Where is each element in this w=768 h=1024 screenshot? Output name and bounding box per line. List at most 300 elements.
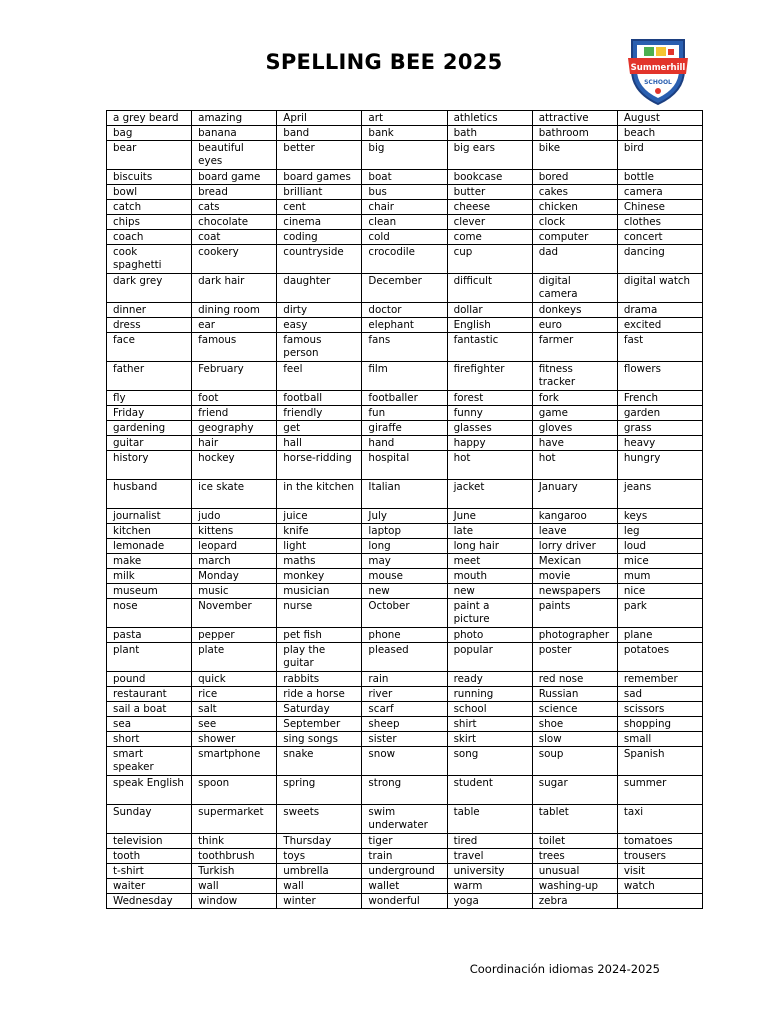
- word-cell: play the guitar: [277, 643, 362, 672]
- word-cell: a grey beard: [107, 111, 192, 126]
- word-cell: have: [532, 436, 617, 451]
- word-cell: come: [447, 230, 532, 245]
- table-row: [107, 554, 703, 569]
- word-cell: euro: [532, 318, 617, 333]
- word-cell: face: [107, 333, 192, 362]
- word-cell: cookery: [192, 245, 277, 274]
- word-cell: plane: [617, 628, 702, 643]
- word-cell: tomatoes: [617, 834, 702, 849]
- word-cell: toothbrush: [192, 849, 277, 864]
- word-cell: April: [277, 111, 362, 126]
- word-cell: musician: [277, 584, 362, 599]
- word-cell: cold: [362, 230, 447, 245]
- word-cell: excited: [617, 318, 702, 333]
- word-cell: paints: [532, 599, 617, 628]
- table-row: [107, 539, 703, 554]
- word-cell: hand: [362, 436, 447, 451]
- word-cell: music: [192, 584, 277, 599]
- word-cell: camera: [617, 185, 702, 200]
- word-cell: long: [362, 539, 447, 554]
- word-cell: doctor: [362, 303, 447, 318]
- word-cell: train: [362, 849, 447, 864]
- word-cell: skirt: [447, 732, 532, 747]
- word-cell: shoe: [532, 717, 617, 732]
- word-cell: toilet: [532, 834, 617, 849]
- word-cell: cook spaghetti: [107, 245, 192, 274]
- word-cell: think: [192, 834, 277, 849]
- table-row: [107, 702, 703, 717]
- word-cell: red nose: [532, 672, 617, 687]
- word-cell: mouse: [362, 569, 447, 584]
- word-cell: march: [192, 554, 277, 569]
- word-cell: wallet: [362, 879, 447, 894]
- word-cell: pleased: [362, 643, 447, 672]
- word-cell: speak English: [107, 776, 192, 805]
- word-cell: dancing: [617, 245, 702, 274]
- spelling-words-table: [106, 110, 703, 909]
- word-cell: friendly: [277, 406, 362, 421]
- word-cell: wall: [192, 879, 277, 894]
- word-cell: football: [277, 391, 362, 406]
- word-cell: clothes: [617, 215, 702, 230]
- word-cell: supermarket: [192, 805, 277, 834]
- word-cell: Sunday: [107, 805, 192, 834]
- word-cell: small: [617, 732, 702, 747]
- word-cell: art: [362, 111, 447, 126]
- word-cell: short: [107, 732, 192, 747]
- table-row: [107, 599, 703, 628]
- word-cell: trees: [532, 849, 617, 864]
- word-cell: cup: [447, 245, 532, 274]
- word-cell: cent: [277, 200, 362, 215]
- word-cell: difficult: [447, 274, 532, 303]
- word-cell: television: [107, 834, 192, 849]
- page-title: SPELLING BEE 2025: [265, 50, 503, 74]
- table-row: [107, 480, 703, 509]
- word-cell: hot: [532, 451, 617, 480]
- word-cell: toys: [277, 849, 362, 864]
- word-cell: trousers: [617, 849, 702, 864]
- table-row: [107, 126, 703, 141]
- table-row: [107, 230, 703, 245]
- word-cell: bank: [362, 126, 447, 141]
- word-cell: sweets: [277, 805, 362, 834]
- word-cell: summer: [617, 776, 702, 805]
- word-cell: Thursday: [277, 834, 362, 849]
- word-cell: song: [447, 747, 532, 776]
- word-cell: sing songs: [277, 732, 362, 747]
- word-cell: pepper: [192, 628, 277, 643]
- word-cell: coat: [192, 230, 277, 245]
- word-cell: new: [362, 584, 447, 599]
- word-cell: drama: [617, 303, 702, 318]
- table-row: [107, 421, 703, 436]
- word-cell: hair: [192, 436, 277, 451]
- word-cell: forest: [447, 391, 532, 406]
- word-cell: Turkish: [192, 864, 277, 879]
- table-row: [107, 391, 703, 406]
- word-cell: coding: [277, 230, 362, 245]
- word-cell: history: [107, 451, 192, 480]
- word-cell: leg: [617, 524, 702, 539]
- table-row: [107, 406, 703, 421]
- word-cell: sail a boat: [107, 702, 192, 717]
- word-cell: fans: [362, 333, 447, 362]
- word-cell: loud: [617, 539, 702, 554]
- word-cell: daughter: [277, 274, 362, 303]
- word-cell: tooth: [107, 849, 192, 864]
- word-cell: jeans: [617, 480, 702, 509]
- svg-text:Summerhill: Summerhill: [630, 63, 686, 73]
- word-cell: hockey: [192, 451, 277, 480]
- word-cell: catch: [107, 200, 192, 215]
- table-row: [107, 170, 703, 185]
- table-row: [107, 732, 703, 747]
- word-cell: kittens: [192, 524, 277, 539]
- word-cell: Monday: [192, 569, 277, 584]
- word-cell: farmer: [532, 333, 617, 362]
- word-cell: big ears: [447, 141, 532, 170]
- word-cell: bored: [532, 170, 617, 185]
- word-cell: concert: [617, 230, 702, 245]
- word-cell: friend: [192, 406, 277, 421]
- word-cell: paint a picture: [447, 599, 532, 628]
- word-cell: fly: [107, 391, 192, 406]
- word-cell: smart speaker: [107, 747, 192, 776]
- word-cell: photographer: [532, 628, 617, 643]
- word-cell: biscuits: [107, 170, 192, 185]
- word-cell: restaurant: [107, 687, 192, 702]
- word-cell: lorry driver: [532, 539, 617, 554]
- word-cell: tiger: [362, 834, 447, 849]
- word-cell: waiter: [107, 879, 192, 894]
- word-cell: swim underwater: [362, 805, 447, 834]
- table-row: [107, 274, 703, 303]
- word-cell: keys: [617, 509, 702, 524]
- word-cell: movie: [532, 569, 617, 584]
- word-cell: maths: [277, 554, 362, 569]
- word-cell: computer: [532, 230, 617, 245]
- word-cell: gardening: [107, 421, 192, 436]
- word-cell: juice: [277, 509, 362, 524]
- word-cell: monkey: [277, 569, 362, 584]
- word-cell: bear: [107, 141, 192, 170]
- word-cell: famous person: [277, 333, 362, 362]
- word-cell: dinner: [107, 303, 192, 318]
- word-cell: fast: [617, 333, 702, 362]
- word-cell: nose: [107, 599, 192, 628]
- table-row: [107, 584, 703, 599]
- word-cell: Russian: [532, 687, 617, 702]
- word-cell: poster: [532, 643, 617, 672]
- word-cell: bread: [192, 185, 277, 200]
- word-cell: travel: [447, 849, 532, 864]
- word-cell: brilliant: [277, 185, 362, 200]
- word-cell: light: [277, 539, 362, 554]
- word-cell: father: [107, 362, 192, 391]
- word-cell: ear: [192, 318, 277, 333]
- word-cell: chocolate: [192, 215, 277, 230]
- word-cell: tired: [447, 834, 532, 849]
- word-cell: kitchen: [107, 524, 192, 539]
- word-cell: glasses: [447, 421, 532, 436]
- word-cell: better: [277, 141, 362, 170]
- word-cell: amazing: [192, 111, 277, 126]
- word-cell: gloves: [532, 421, 617, 436]
- word-cell: fitness tracker: [532, 362, 617, 391]
- table-row: [107, 747, 703, 776]
- word-cell: Friday: [107, 406, 192, 421]
- word-cell: fantastic: [447, 333, 532, 362]
- word-cell: hot: [447, 451, 532, 480]
- word-cell: French: [617, 391, 702, 406]
- word-cell: salt: [192, 702, 277, 717]
- word-cell: bike: [532, 141, 617, 170]
- word-cell: watch: [617, 879, 702, 894]
- table-row: [107, 672, 703, 687]
- word-cell: student: [447, 776, 532, 805]
- word-cell: feel: [277, 362, 362, 391]
- word-cell: geography: [192, 421, 277, 436]
- table-row: [107, 200, 703, 215]
- word-cell: fork: [532, 391, 617, 406]
- word-cell: bathroom: [532, 126, 617, 141]
- word-cell: Italian: [362, 480, 447, 509]
- table-row: [107, 333, 703, 362]
- word-cell: digital watch: [617, 274, 702, 303]
- word-cell: pasta: [107, 628, 192, 643]
- word-cell: sheep: [362, 717, 447, 732]
- word-cell: Spanish: [617, 747, 702, 776]
- word-cell: February: [192, 362, 277, 391]
- word-cell: plate: [192, 643, 277, 672]
- word-cell: husband: [107, 480, 192, 509]
- word-cell: meet: [447, 554, 532, 569]
- word-cell: umbrella: [277, 864, 362, 879]
- word-cell: giraffe: [362, 421, 447, 436]
- word-cell: funny: [447, 406, 532, 421]
- word-cell: firefighter: [447, 362, 532, 391]
- word-cell: bottle: [617, 170, 702, 185]
- word-cell: university: [447, 864, 532, 879]
- table-row: [107, 245, 703, 274]
- table-row: [107, 643, 703, 672]
- school-logo: [626, 34, 690, 106]
- word-cell: shower: [192, 732, 277, 747]
- word-cell: hospital: [362, 451, 447, 480]
- table-row: [107, 834, 703, 849]
- word-cell: cats: [192, 200, 277, 215]
- word-cell: game: [532, 406, 617, 421]
- word-cell: flowers: [617, 362, 702, 391]
- word-cell: warm: [447, 879, 532, 894]
- word-cell: boat: [362, 170, 447, 185]
- word-cell: newspapers: [532, 584, 617, 599]
- word-cell: journalist: [107, 509, 192, 524]
- word-cell: digital camera: [532, 274, 617, 303]
- word-cell: January: [532, 480, 617, 509]
- word-cell: strong: [362, 776, 447, 805]
- word-cell: see: [192, 717, 277, 732]
- word-cell: hall: [277, 436, 362, 451]
- word-cell: cinema: [277, 215, 362, 230]
- word-cell: Saturday: [277, 702, 362, 717]
- word-cell: rabbits: [277, 672, 362, 687]
- word-cell: laptop: [362, 524, 447, 539]
- word-cell: dollar: [447, 303, 532, 318]
- word-cell: photo: [447, 628, 532, 643]
- word-cell: dad: [532, 245, 617, 274]
- word-cell: smartphone: [192, 747, 277, 776]
- word-cell: pet fish: [277, 628, 362, 643]
- word-cell: window: [192, 894, 277, 909]
- word-cell: long hair: [447, 539, 532, 554]
- word-cell: mice: [617, 554, 702, 569]
- word-cell: ready: [447, 672, 532, 687]
- word-cell: ice skate: [192, 480, 277, 509]
- word-cell: leave: [532, 524, 617, 539]
- word-cell: mouth: [447, 569, 532, 584]
- word-cell: lemonade: [107, 539, 192, 554]
- word-cell: yoga: [447, 894, 532, 909]
- word-cell: countryside: [277, 245, 362, 274]
- table-row: [107, 436, 703, 451]
- word-cell: hungry: [617, 451, 702, 480]
- word-cell: snow: [362, 747, 447, 776]
- word-cell: visit: [617, 864, 702, 879]
- word-cell: chicken: [532, 200, 617, 215]
- word-cell: dark grey: [107, 274, 192, 303]
- word-cell: Wednesday: [107, 894, 192, 909]
- word-cell: make: [107, 554, 192, 569]
- word-cell: zebra: [532, 894, 617, 909]
- word-cell: milk: [107, 569, 192, 584]
- word-cell: sea: [107, 717, 192, 732]
- word-cell: butter: [447, 185, 532, 200]
- word-cell: soup: [532, 747, 617, 776]
- word-cell: December: [362, 274, 447, 303]
- word-cell: famous: [192, 333, 277, 362]
- word-cell: wall: [277, 879, 362, 894]
- word-cell: cheese: [447, 200, 532, 215]
- word-cell: in the kitchen: [277, 480, 362, 509]
- footer-text: Coordinación idiomas 2024-2025: [469, 962, 660, 976]
- word-cell: t-shirt: [107, 864, 192, 879]
- word-cell: nurse: [277, 599, 362, 628]
- word-cell: September: [277, 717, 362, 732]
- word-cell: bowl: [107, 185, 192, 200]
- word-cell: judo: [192, 509, 277, 524]
- table-row: [107, 879, 703, 894]
- word-cell: remember: [617, 672, 702, 687]
- word-cell: board games: [277, 170, 362, 185]
- word-cell: ride a horse: [277, 687, 362, 702]
- word-cell: park: [617, 599, 702, 628]
- word-cell: beach: [617, 126, 702, 141]
- word-cell: English: [447, 318, 532, 333]
- word-cell: bus: [362, 185, 447, 200]
- word-cell: spoon: [192, 776, 277, 805]
- word-cell: popular: [447, 643, 532, 672]
- word-cell: happy: [447, 436, 532, 451]
- word-cell: easy: [277, 318, 362, 333]
- table-row: [107, 509, 703, 524]
- word-cell: get: [277, 421, 362, 436]
- table-row: [107, 849, 703, 864]
- word-cell: foot: [192, 391, 277, 406]
- word-cell: fun: [362, 406, 447, 421]
- word-cell: winter: [277, 894, 362, 909]
- word-cell: jacket: [447, 480, 532, 509]
- table-row: [107, 362, 703, 391]
- word-cell: sister: [362, 732, 447, 747]
- table-row: [107, 111, 703, 126]
- word-cell: rice: [192, 687, 277, 702]
- word-cell: rain: [362, 672, 447, 687]
- word-cell: school: [447, 702, 532, 717]
- word-cell: clock: [532, 215, 617, 230]
- word-cell: dark hair: [192, 274, 277, 303]
- word-cell: coach: [107, 230, 192, 245]
- word-cell: grass: [617, 421, 702, 436]
- word-cell: taxi: [617, 805, 702, 834]
- word-cell: nice: [617, 584, 702, 599]
- word-cell: elephant: [362, 318, 447, 333]
- table-row: [107, 805, 703, 834]
- word-cell: clean: [362, 215, 447, 230]
- word-cell: chips: [107, 215, 192, 230]
- word-cell: Mexican: [532, 554, 617, 569]
- table-row: [107, 628, 703, 643]
- word-cell: late: [447, 524, 532, 539]
- word-cell: clever: [447, 215, 532, 230]
- word-cell: pound: [107, 672, 192, 687]
- word-cell: potatoes: [617, 643, 702, 672]
- word-cell: sugar: [532, 776, 617, 805]
- word-cell: mum: [617, 569, 702, 584]
- word-cell: film: [362, 362, 447, 391]
- word-cell: may: [362, 554, 447, 569]
- word-cell: running: [447, 687, 532, 702]
- table-row: [107, 569, 703, 584]
- table-row: [107, 776, 703, 805]
- word-cell: leopard: [192, 539, 277, 554]
- word-cell: [617, 894, 702, 909]
- word-cell: sad: [617, 687, 702, 702]
- word-cell: bag: [107, 126, 192, 141]
- word-cell: athletics: [447, 111, 532, 126]
- word-cell: crocodile: [362, 245, 447, 274]
- word-cell: washing-up: [532, 879, 617, 894]
- word-cell: kangaroo: [532, 509, 617, 524]
- word-cell: dress: [107, 318, 192, 333]
- word-cell: spring: [277, 776, 362, 805]
- table-row: [107, 451, 703, 480]
- word-cell: knife: [277, 524, 362, 539]
- word-cell: tablet: [532, 805, 617, 834]
- word-cell: table: [447, 805, 532, 834]
- word-cell: bath: [447, 126, 532, 141]
- table-row: [107, 318, 703, 333]
- table-row: [107, 141, 703, 170]
- table-row: [107, 687, 703, 702]
- word-cell: Chinese: [617, 200, 702, 215]
- table-row: [107, 717, 703, 732]
- word-cell: footballer: [362, 391, 447, 406]
- word-cell: scarf: [362, 702, 447, 717]
- word-cell: underground: [362, 864, 447, 879]
- word-cell: beautiful eyes: [192, 141, 277, 170]
